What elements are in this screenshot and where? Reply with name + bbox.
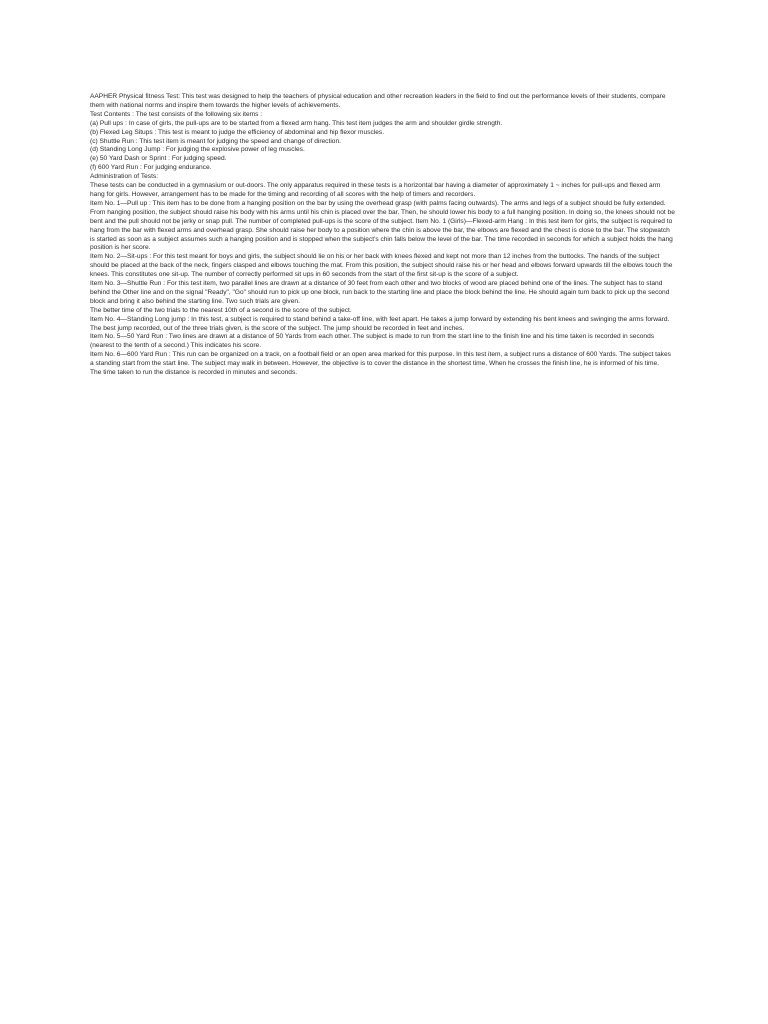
- list-item-standing-long-jump: (d) Standing Long Jump : For judging the explosive power of leg muscles.: [90, 146, 305, 154]
- list-item-pull-ups: (a) Pull ups : In case of girls, the pull-ups are to be started from a flexed arm hang. This test item judges the arm and shoulder girdle strength.: [90, 119, 503, 127]
- paragraph-test-contents: Test Contents : The test consists of the following six items :: [90, 110, 263, 118]
- section-heading-administration: Administration of Tests:: [90, 173, 159, 181]
- list-item-50-yard-dash: (e) 50 Yard Dash or Sprint : For judging speed.: [90, 155, 227, 163]
- paragraph-item-2-sit-ups: Item No. 2—Sit-ups : For this test meant for boys and girls, the subject should lie on his or her back with knees flexed and kept not more than 12 inches from the buttocks. The hands of the subject should be placed at the back of the neck, fingers clasped and elbows touching the mat. From this position, the subject should raise his or her head and elbows forward upwards till the elbows touch the knees. This constitutes one sit-up. The number of correctly performed sit ups in 60 seconds from the start of the first sit-up is the score of a subject.: [90, 253, 673, 279]
- list-item-shuttle-run: (c) Shuttle Run : This test item is meant for judging the speed and change of direction.: [90, 137, 341, 145]
- paragraph-intro: AAPHER Physical fitness Test: This test was designed to help the teachers of physical education and other recreation leaders in the field to find out the performance levels of their students, compare them with national norms and inspire them towards the higher levels of achievements.: [90, 93, 666, 109]
- list-item-600-yard-run: (f) 600 Yard Run : For judging endurance.: [90, 164, 212, 172]
- paragraph-600-yard-run-score: The time taken to run the distance is recorded in minutes and seconds.: [90, 369, 298, 377]
- document-body: [90, 93, 676, 378]
- paragraph-item-4-long-jump: Item No. 4—Standing Long jump : In this test, a subject is required to stand behind a take-off line, with feet apart. He takes a jump forward by extending his bent knees and swinging the arms forward.: [90, 315, 670, 323]
- paragraph-item-5-50-yard-run: Item No. 5—50 Yard Run : Two lines are drawn at a distance of 50 Yards from each other. The subject is made to run from the start line to the finish line and his time taken is recorded in seconds (nearest to the tenth of a second.) This indicates his score.: [90, 333, 655, 350]
- paragraph-item-3-shuttle-run: Item No. 3—Shuttle Run : For this test item, two parallel lines are drawn at a distance of 30 feet from each other and two blocks of wood are placed behind one of the lines. The subject has to stand behind the Other line and on the signal "Ready", "Go" should run to pick up one block, run back to the starting line and place the block behind the line. He should again turn back to pick up the second block and bring it also behind the starting line. Two such trials are given.: [90, 280, 670, 305]
- paragraph-shuttle-run-score: The better time of the two trials to the nearest 10th of a second is the score of the subject.: [90, 306, 352, 314]
- paragraph-item-1-pull-up: Item No. 1—Pull up : This item has to be done from a hanging position on the bar by using the overhead grasp (with palms facing outwards). The arms and legs of a subject should be fully extended. From hanging position, the subject should raise his body with his arms until his chin is placed over the bar. Then, he should lower his body to a full hanging position. In doing so, the knees should not be bent and the pull should not be jerky or snap pull. The number of completed pull-ups is the score of the subject. Item No. 1 (Girls)—Flexed-arm Hang : In this test item for girls, the subject is required to hang from the bar with flexed arms and overhead grasp. She should raise her body to a position where the chin is above the bar, the elbows are flexed and the chest is close to the bar. The stopwatch is started as soon as a subject assumes such a hanging position and is stopped when the subject's chin falls below the level of the bar. The time recorded in seconds for which a subject holds the hang position is her score.: [90, 199, 675, 252]
- paragraph-apparatus: These tests can be conducted in a gymnasium or out-doors. The only apparatus required in these tests is a horizontal bar having a diameter of approximately 1 ~ inches for pull-ups and flexed arm hang for girls. However, arrangement has to be made for the timing and recording of all scores with the help of timers and recorders.: [90, 182, 661, 198]
- list-item-flexed-leg-situps: (b) Flexed Leg Situps : This test is meant to judge the efficiency of abdominal and hip flexor muscles.: [90, 128, 385, 136]
- paragraph-item-6-600-yard-run: Item No. 6—600 Yard Run : This run can be organized on a track, on a football field or an open area marked for this purpose. In this test item, a subject runs a distance of 600 Yards. The subject takes a standing start from the start line. The subject may walk in between. However, the objective is to cover the distance in the shortest time. When he crosses the finish line, he is informed of his time.: [90, 351, 671, 368]
- paragraph-long-jump-score: The best jump recorded, out of the three trials given, is the score of the subject. The jump should be recorded in feet and inches.: [90, 324, 465, 332]
